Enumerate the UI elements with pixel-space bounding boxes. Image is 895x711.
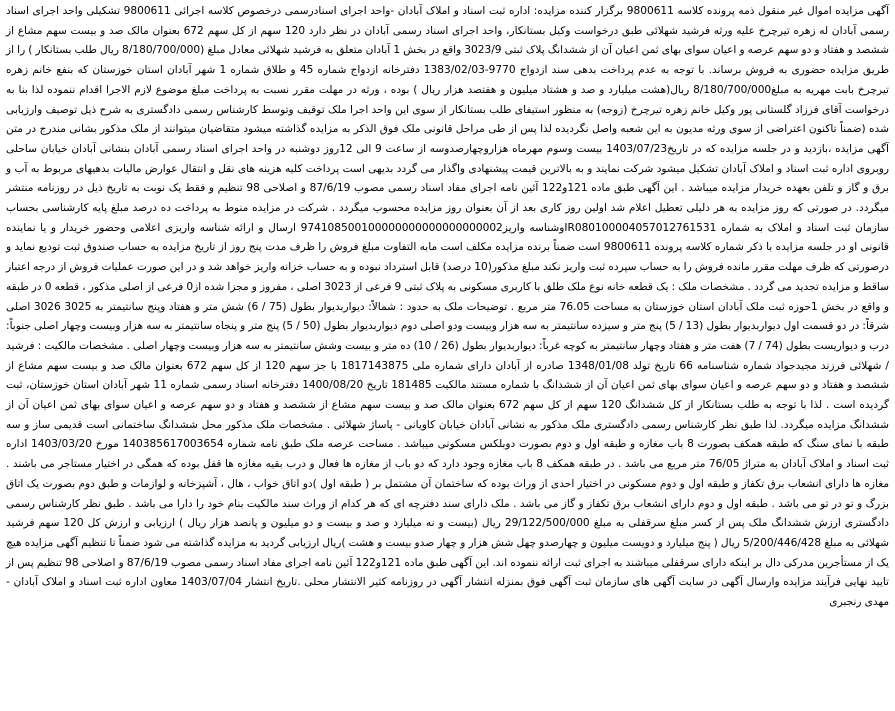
auction-notice-body: آگهی مزایده اموال غیر منقول ذمه پرونده کلاسه 9800611 برگزار کننده مزایده: اداره ثبت اسناد و املاک آبادان -واحد اجرای اسنادرسمی درخصوص کلاسه اجرائی 9800611 تشکیلی واحد اجرای اسناد رسمی آبادان له زهره تیرچرخ علیه ورثه فرشید شهلائی طبق درخواست وکیل بستانکار، واحد اجرای اسناد رسمی آبادان در نظر دارد 120 سهم از کل سهم 672 بعنوان مالک صد و بیست سهم مشاع از ششصد و هفتاد و دو سهم عرصه و اعیان سوای بهای ثمن اعیان آن از ششدانگ پلاک ثبتی 3023/9 واقع در بخش 1 آبادان متعلق به فرشید شهلائی معادل مبلغ (8/180/700/000 ریال طلب بستانکار ) را از طریق مزایده حضوری به فروش برساند. با توجه به عدم پرداخت بدهی سند ازدواج 9770-1383/02/03 دفترخانه ازدواج شماره 45 و طلاق شماره 1 شهر آبادان استان خوزستان که بنفع خانم زهره تیرچرخ بابت مهریه به مبلغ8/180/700/000 ریال(هشت میلیارد و صد و هشتاد میلیون و هفتصد هزار ریال ) بوده ، ورثه در مهلت مقرر نسبت به پرداخت مبلغ موضوع لازم الاجرا اقدام ننموده لذا بنا به درخواست آقای فرزاد گلستانی پور وکیل خانم زهره تیرچرخ (زوجه) به منظور استیفای طلب بستانکار از سوی این واحد اجرا ملک توقیف وتوسط کارشناس رسمی دادگستری به شرح ذیل توصیف وارزیابی شده (ضمناً تاکنون اعتراضی از سوی ورثه مدیون به این شعبه واصل نگردیده لذا پس از طی مراحل قانونی ملک فوق الذکر به مزایده گذاشته میشود متقاضیان میتوانند از ملک مذکور بشانی مندرج در متن آگهی مزایده ،بازدید و در جلسه مزایده که در تاریخ1403/07/23 بیست وسوم مهرماه هزاروچهارصدوسه از ساعت 9 الی 12روز دوشنبه در واحد اجرای اسناد رسمی آبادان بنشانی آبادان خیابان ساحلی روبروی اداره ثبت اسناد و املاک آبادان تشکیل میشود شرکت نمایند و به بالاترین قیمت پیشنهادی واگذار می گردد بدیهی است پرداخت کلیه هزینه های نقل و انتقال عوارض مالیات بدهیهای مربوط به آب و برق و گاز و تلفن بعهده خریدار مزایده میباشد . این آگهی طبق ماده 121و122 آئین نامه اجرای مفاد اسناد رسمی مصوب 87/6/19 و اصلاحی 98 تنظیم و فقط یک نوبت به تاریخ ذیل در روزنامه منتشر میگردد. در صورتی که روز مزایده به هر دلیلی تعطیل اعلام شد اولین روز کاری بعد از آن بعنوان روز مزایده محسوب میگردد . شرکت در مزایده منوط به پرداخت ده درصد مبلغ پایه کارشناسی بحساب سازمان ثبت اسناد و املاک به شماره IR080100004057012761531وشناسه واریز974108500100000000000000000002 ارسال و ارائه شناسه واریزی اعلامی وحضور خریدار و یا نماینده قانونی او در جلسه مزایده با ذکر شماره کلاسه پرونده 9800611 است ضمناً برنده مزایده مکلف است مابه التفاوت مبلغ فروش را ظرف مدت پنج روز از تاریخ مزایده به حساب صندوق ثبت تودیع نماید و درصورتی که ظرف مهلت مقرر مانده فروش را به حساب سپرده ثبت واریز نکند مبلغ مذکور(10 درصد) قابل استرداد نبوده و به حساب خزانه واریز خواهد شد و در این صورت عملیات فروش از درجه اعتبار ساقط و مزایده تجدید می گردد . مشخصات ملک : یک قطعه خانه نوع ملک طلق با کاربری مسکونی به پلاک ثبتی 9 فرعی از 3023 اصلی ، مفروز و مجزا شده از0 فرعی از اصلی مذکور ، قطعه 0 در طبقه و واقع در بخش 1حوزه ثبت ملک آبادان استان خوزستان به مساحت 76.05 متر مربع . توضیحات ملک به حدود : شمالاً: دیواربدیوار بطول (75 / 6) شش متر و هفتاد وپنج سانتیمتر به 3025 3026 اصلی شرقاً: در دو قسمت اول دیواربدیوار بطول (13 / 5) پنج متر و سیزده سانتیمتر به سه هزار وبیست ودو اصلی دوم دیواربدیوار بطول (50 / 5) پنج متر و پنجاه سانتیمتر به سه هزار وبیست وچهار اصلی جنوباً: درب و دیواریست بطول (74 / 7) هفت متر و هفتاد وچهار سانتیمتر به کوچه غرباً: دیواربدیوار بطول (26 / 10) ده متر و بیست وشش سانتیمتر به سه هزار وبیست وچهار اصلی . مشخصات مالکیت : فرشید / شهلائی فرزند مجیدجواد شماره شناسنامه 66 تاریخ تولد 1348/01/08 صادره از آبادان دارای شماره ملی 1817143875 با جز سهم 120 از کل سهم 672 بعنوان مالک صد و بیست سهم مشاع از ششصد و هفتاد و دو سهم عرصه و اعیان سوای بهای ثمن اعیان آن از ششدانگ با شماره مستند مالکیت 181485 تاریخ 1400/08/20 دفترخانه اسناد رسمی شماره 11 شهر آبادان استان خوزستان، ثبت گردیده است . لذا با توجه به طلب بستانکار از کل ششدانگ 120 سهم از کل سهم 672 بعنوان مالک صد و بیست سهم مشاع از ششصد و هفتاد و دو سهم عرصه و اعیان سوای بهای ثمن اعیان آن از ششدانگ مزایده میگردد. لذا طبق نظر کارشناس رسمی دادگستری ملک مذکور به نشانی آبادان خیابان کاویانی - پاساژ شهلائی . مشخصات ملک مذکور محل ششدانگ ساختمانی است قدیمی ساز و سه طبقه با نمای سنگ که طبقه همکف بصورت 8 باب مغازه و طبقه اول و دوم بصورت دوبلکس مسکونی میباشد . مساحت عرصه ملک طبق نامه شماره 140385617003654 مورخ 1403/03/20 اداره ثبت اسناد و املاک آبادان به متراژ 76/05 متر مربع می باشد . در طبقه همکف 8 باب مغازه وجود دارد که دو باب از مغازه ها فعال و درب بقیه مغازه ها قفل بوده که همگی در اختیار مستاجر می باشند . مغازه ها دارای انشعاب برق تکفاز و طبقه اول و دوم مسکونی در اختیار احدی از وراث بوده که ساختمان آن مشتمل بر ( طبقه اول )دو اتاق خواب ، هال ، آشپزخانه و لوازمات و طبق دوم بصورت یک اتاق بزرگ و تو در تو می باشد . طبقه اول و دوم دارای انشعاب برق تکفاز و گاز می باشد . ملک دارای سند دفترچه ای که هر کدام از وراث سند مالکیت بنام خود را دارا می باشد . طبق نظر کارشناس رسمی دادگستری ارزش ششدانگ ملک پس از کسر مبلغ سرقفلی به مبلغ 29/122/500/000 ریال (بیست و نه میلیارد و صد و بیست و دو میلیون و پانصد هزار ریال ) ارزیابی و ارزش کل 120 سهم فرشید شهلائی به مبلغ 5/200/446/428 ریال ( پنج میلیارد و دویست میلیون و چهارصدو چهل شش هزار و چهار صدو بیست و هشت )ریال ارزیابی گردید به مزایده گذاشته می شود ضمناً تا تنظیم آگهی مزایده هیچ یک از مستأجرین مدرکی دال بر اینکه دارای سرقفلی میباشند به اجرای ثبت ارائه ننموده اند. این آگهی طبق ماده 121و122 آئین نامه اجرای مفاد اسناد رسمی مصوب 87/6/19 و اصلاحی 98 تنظیم پس از تایید نهایی فرآیند مزایده وارسال آگهی در سایت آگهی های سازمان ثبت آگهی فوق بمنزله انتشار آگهی در روزنامه کثیر الانتشار محلی .تاریخ انتشار 1403/07/04 معاون اداره ثبت اسناد و املاک آبادان - مهدی رنجبری bbox=[6, 5, 890, 609]
